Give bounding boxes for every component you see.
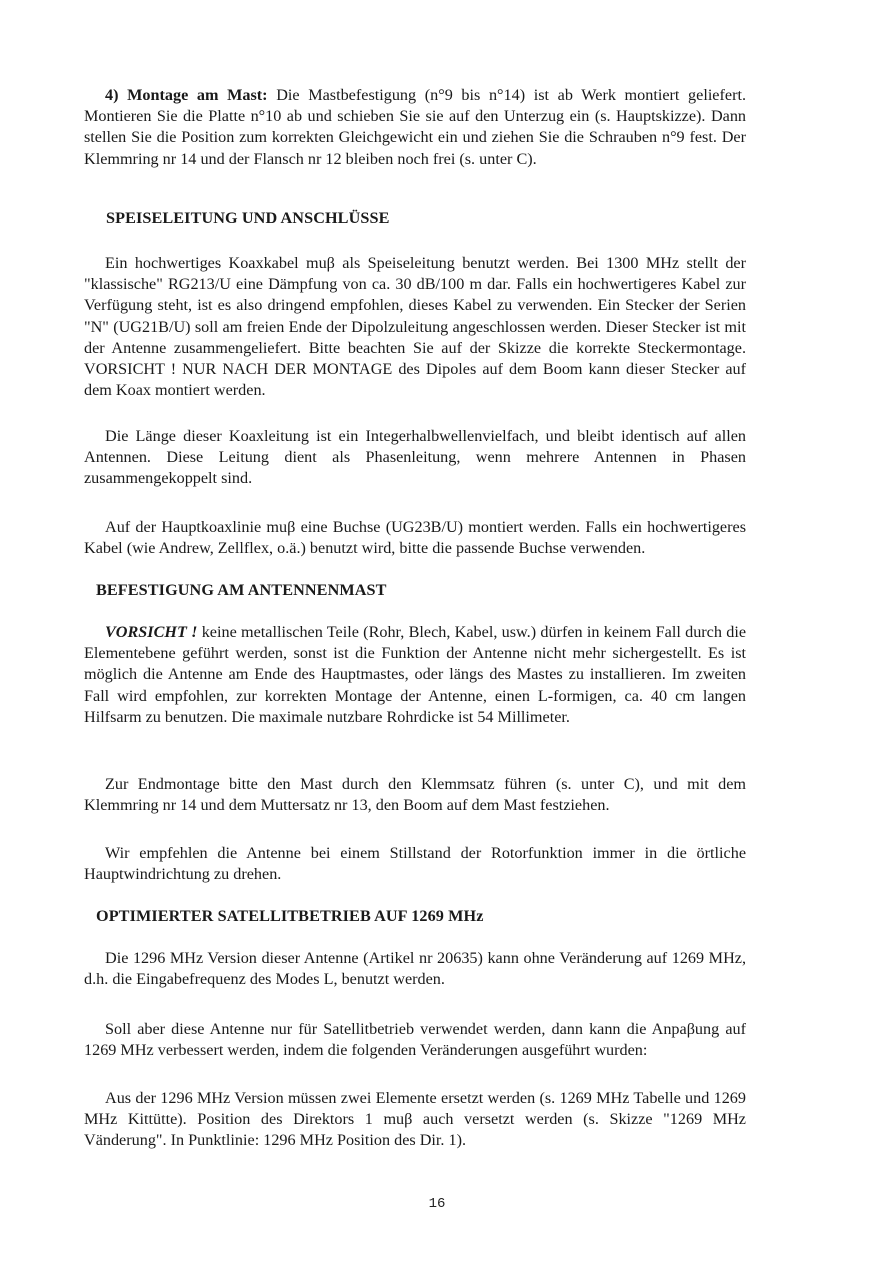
befestigung-paragraph-1 xyxy=(84,622,746,728)
satellit-paragraph-1: Die 1296 MHz Version dieser Antenne (Artikel nr 20635) kann ohne Veränderung auf 1269 MHz, d.h. die Eingabefrequenz des Modes L, benutzt werden. xyxy=(84,949,746,989)
vorsicht-lead: VORSICHT ! xyxy=(105,623,198,641)
befestigung-paragraph-3: Wir empfehlen die Antenne bei einem Stillstand der Rotorfunktion immer in die örtliche Hauptwindrichtung zu drehen. xyxy=(84,844,746,884)
speiseleitung-paragraph-2: Die Länge dieser Koaxleitung ist ein Integerhalbwellenvielfach, und bleibt identisch auf allen Antennen. Diese Leitung dient als Phasenleitung, wenn mehrere Antennen in Phasen zusammengekoppelt sind. xyxy=(84,427,746,488)
speiseleitung-paragraph-3: Auf der Hauptkoaxlinie muβ eine Buchse (UG23B/U) montiert werden. Falls ein hochwertigeres Kabel (wie Andrew, Zellflex, o.ä.) benutzt wird, bitte die passende Buchse verwenden. xyxy=(84,518,746,558)
satellit-paragraph-3: Aus der 1296 MHz Version müssen zwei Elemente ersetzt werden (s. 1269 MHz Tabelle und 1269 MHz Kittütte). Position des Direktors 1 muβ auch versetzt werden (s. Skizze "1269 MHz Vänderung". In Punktlinie: 1296 MHz Position des Dir. 1). xyxy=(84,1089,746,1150)
section-4-text: Die Mastbefestigung (n°9 bis n°14) ist ab Werk montiert geliefert. Montieren Sie die Platte n°10 ab und schieben Sie sie auf den Unterzug ein (s. Hauptskizze). Dann stellen Sie die Position zum korrekten Gleichgewicht ein und ziehen Sie die Schrauben n°9 fest. Der Klemmring nr 14 und der Flansch nr 12 bleiben noch frei (s. unter C). xyxy=(84,86,747,168)
page-number: 16 xyxy=(428,1196,446,1212)
befestigung-paragraph-2: Zur Endmontage bitte den Mast durch den Klemmsatz führen (s. unter C), und mit dem Klemmring nr 14 und dem Muttersatz nr 13, den Boom auf dem Mast festziehen. xyxy=(84,775,746,815)
befestigung-paragraph-1-text: keine metallischen Teile (Rohr, Blech, Kabel, usw.) dürfen in keinem Fall durch die Elementebene geführt werden, sonst ist die Funktion der Antenne nicht mehr sichergestellt. Es ist möglich die Antenne am Ende des Hauptmastes, oder längs des Mastes zu installieren. Im zweiten Fall wird empfohlen, zur korrekten Montage der Antenne, einen L-formigen, ca. 40 cm langen Hilfsarm zu benutzen. Die maximale nutzbare Rohrdicke ist 54 Millimeter. xyxy=(84,623,747,726)
heading-speiseleitung: SPEISELEITUNG UND ANSCHLÜSSE xyxy=(106,209,390,227)
section-4-paragraph xyxy=(84,85,746,170)
section-4-lead: 4) Montage am Mast: xyxy=(105,86,268,104)
satellit-paragraph-2: Soll aber diese Antenne nur für Satellitbetrieb verwendet werden, dann kann die Anpaβung auf 1269 MHz verbessert werden, indem die folgenden Veränderungen ausgeführt wurden: xyxy=(84,1020,746,1060)
speiseleitung-paragraph-1: Ein hochwertiges Koaxkabel muβ als Speiseleitung benutzt werden. Bei 1300 MHz stellt der "klassische" RG213/U eine Dämpfung von ca. 30 dB/100 m dar. Falls ein hochwertigeres Kabel zur Verfügung steht, ist es also dringend empfohlen, dieses Kabel zu verwenden. Ein Stecker der Serien "N" (UG21B/U) soll am freien Ende der Dipolzuleitung angeschlossen werden. Dieser Stecker ist mit der Antenne zusammengeliefert. Bitte beachten Sie auf der Skizze die korrekte Steckermontage. VORSICHT ! NUR NACH DER MONTAGE des Dipoles auf dem Boom kann dieser Stecker auf dem Koax montiert werden. xyxy=(84,254,746,400)
heading-befestigung: BEFESTIGUNG AM ANTENNENMAST xyxy=(96,581,387,599)
heading-satellit: OPTIMIERTER SATELLITBETRIEB AUF 1269 MHz xyxy=(96,907,484,925)
